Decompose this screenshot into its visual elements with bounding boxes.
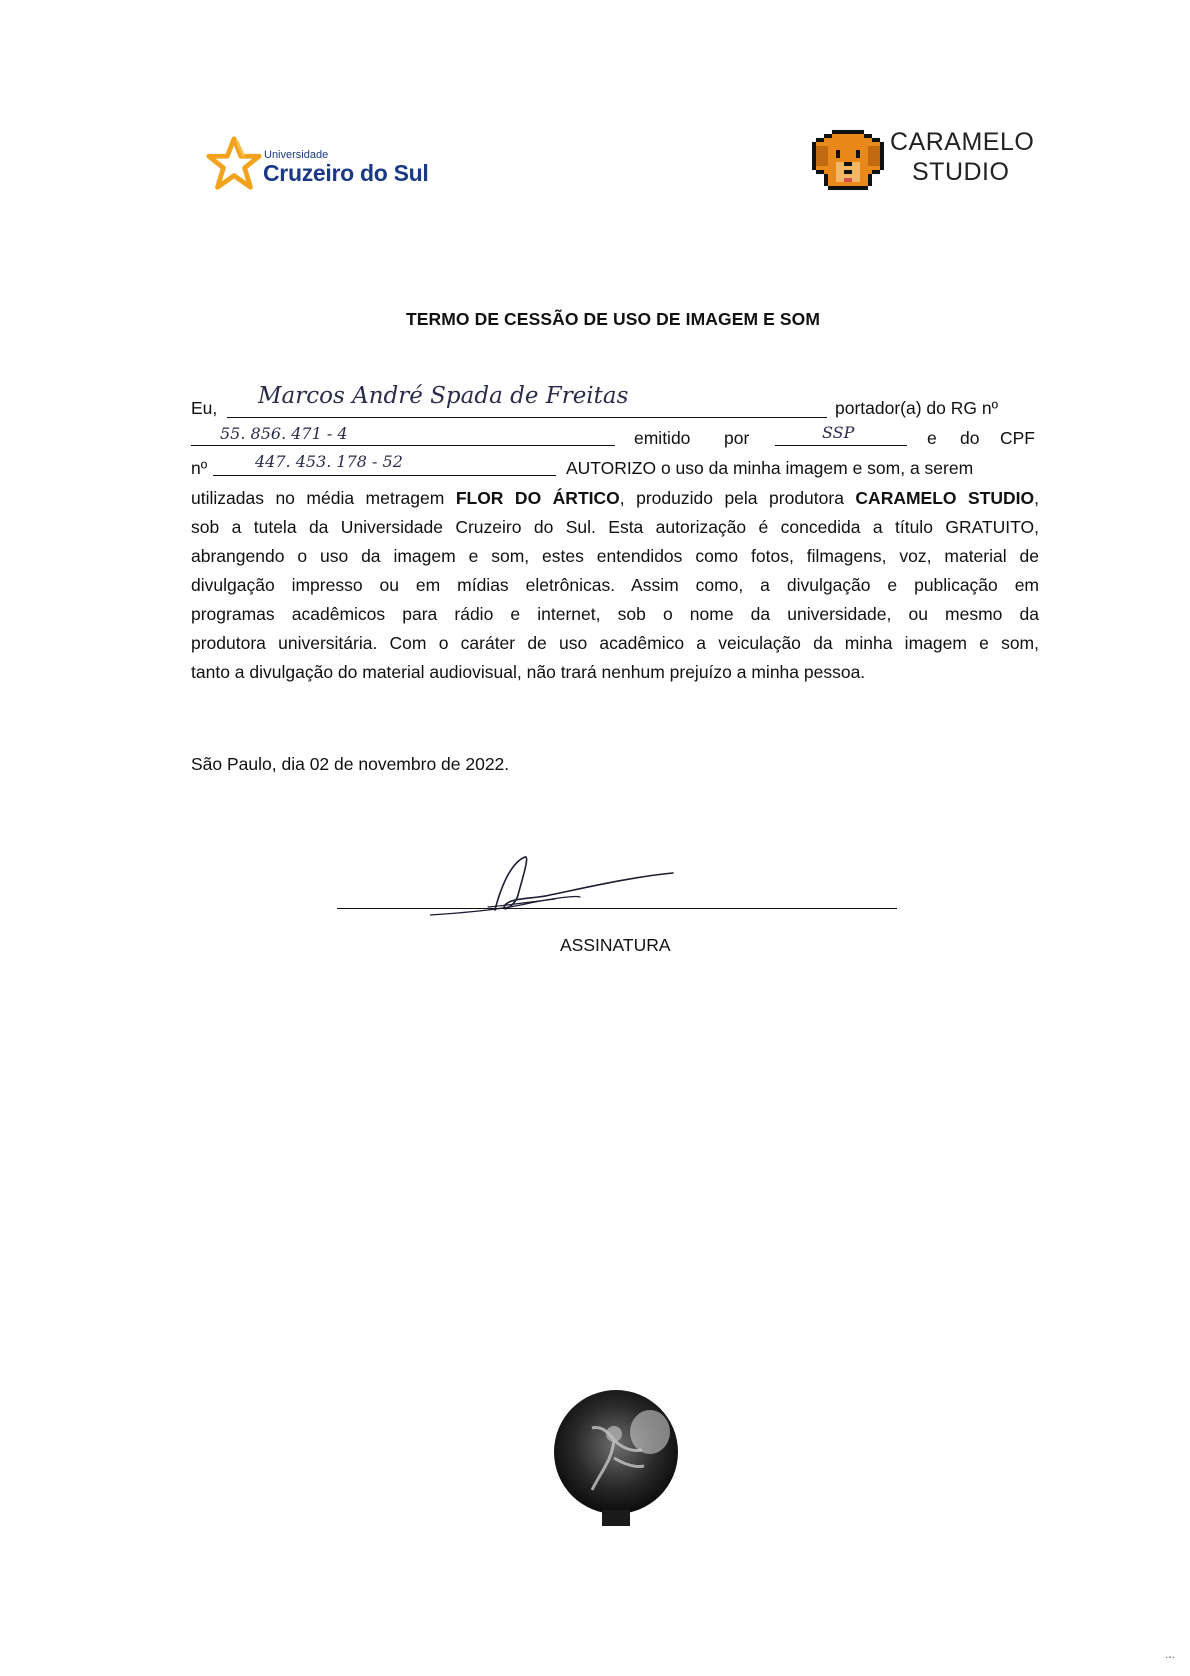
body-line-1-post: ,: [1034, 488, 1039, 508]
signature-label: ASSINATURA: [560, 935, 671, 955]
cpf-label: CPF: [1000, 428, 1035, 448]
pixel-dog-icon: [812, 130, 884, 190]
body-line-7: tanto a divulgação do material audiovisual, não trará nenhum prejuízo a minha pessoa.: [191, 662, 866, 682]
producer-name: CARAMELO STUDIO: [855, 488, 1035, 508]
document-title: TERMO DE CESSÃO DE USO DE IMAGEM E SOM: [405, 309, 821, 329]
logo-university-name: Cruzeiro do Sul: [263, 160, 429, 186]
cpf-number-label: nº: [191, 458, 208, 478]
film-title: FLOR DO ÁRTICO: [455, 488, 620, 508]
body-line-6: produtora universitária. Com o caráter de uso acadêmico a veiculação da minha imagem e som,: [191, 633, 1039, 653]
body-line-2: sob a tutela da Universidade Cruzeiro do Sul. Esta autorização é concedida a título GRATUITO,: [191, 517, 1039, 537]
cpf-value: 447. 453. 178 - 52: [255, 452, 403, 471]
body-line-5: programas acadêmicos para rádio e internet, sob o nome da universidade, ou mesmo da: [191, 604, 1039, 624]
emitido-label: emitido: [634, 428, 691, 448]
handwritten-signature: [430, 855, 680, 925]
scan-edge-mark: ·-·: [1165, 1652, 1175, 1663]
flower-seal-icon: [552, 1390, 682, 1530]
date-line: São Paulo, dia 02 de novembro de 2022.: [191, 754, 510, 774]
eu-label: Eu,: [191, 398, 218, 418]
body-line-1-mid: , produzido pela produtora: [619, 488, 856, 508]
star-icon: [205, 135, 263, 193]
logo-university-small-text: Universidade: [264, 149, 329, 161]
caramelo-studio-logo: [812, 128, 1042, 192]
cruzeiro-do-sul-logo: [205, 135, 445, 195]
rg-label: portador(a) do RG nº: [835, 398, 998, 418]
e-label: e: [927, 428, 937, 448]
body-line-1: [191, 486, 1039, 510]
logo-studio-line2: STUDIO: [912, 158, 1010, 186]
body-line-4: divulgação impresso ou em mídias eletrônicas. Assim como, a divulgação e publicação em: [191, 575, 1039, 595]
signature-line: [337, 908, 897, 909]
issuer-value: SSP: [822, 423, 855, 442]
autorizo-text: AUTORIZO o uso da minha imagem e som, a serem: [566, 458, 974, 478]
logo-studio-line1: CARAMELO: [890, 128, 1035, 156]
body-line-1-pre: utilizadas no média metragem: [191, 488, 456, 508]
name-value: Marcos André Spada de Freitas: [258, 383, 629, 409]
rg-value: 55. 856. 471 - 4: [220, 424, 348, 443]
por-label: por: [724, 428, 750, 448]
do-label: do: [960, 428, 980, 448]
body-line-3: abrangendo o uso da imagem e som, estes entendidos como fotos, filmagens, voz, material de: [191, 546, 1039, 566]
